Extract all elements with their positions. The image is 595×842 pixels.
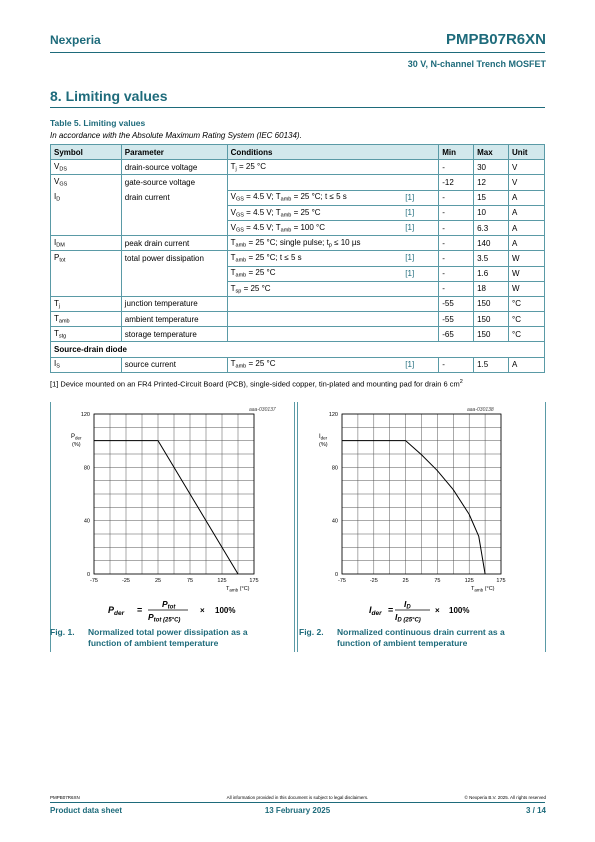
symbol-cell	[51, 205, 122, 220]
figure-code: aaa-030137	[249, 407, 276, 413]
x-axis-label: $T_{amb}$ (°C)	[226, 586, 250, 593]
symbol-cell: $T_{amb}$	[51, 312, 122, 327]
min-cell: -	[439, 266, 474, 281]
min-cell: -65	[439, 327, 474, 342]
footnote-ref[interactable]: [1]	[405, 268, 415, 278]
chart-grid	[342, 414, 501, 574]
chart-ticks	[81, 412, 259, 584]
symbol-cell: $P_{tot}$	[51, 251, 122, 266]
formula-multiply: ×	[435, 606, 440, 615]
max-cell: 12	[474, 175, 509, 190]
group-label: Source-drain diode	[51, 342, 545, 357]
col-unit: Unit	[509, 145, 545, 160]
max-cell: 1.5	[474, 357, 509, 372]
symbol-cell: $I_{DM}$	[51, 236, 122, 251]
conditions-cell: $V_{GS} = 4.5$ V; $T_{amb} = 25$ °C; t ≤ 5 s [1]	[227, 190, 439, 205]
table-row	[51, 327, 545, 342]
y-tick-label: 120	[80, 412, 90, 418]
table-note: In accordance with the Absolute Maximum Rating System (IEC 60134).	[50, 131, 302, 140]
conditions-cell: $T_{amb} = 25$ °C; single pulse; $t_p \le 10$ µs	[227, 236, 439, 251]
min-cell: -	[439, 236, 474, 251]
formula	[369, 599, 469, 624]
table-row	[51, 312, 545, 327]
table-row	[51, 251, 545, 266]
parameter-cell	[121, 266, 227, 281]
figure-number: Fig. 1.	[50, 627, 75, 637]
col-conditions: Conditions	[227, 145, 439, 160]
header-divider	[50, 52, 545, 53]
x-axis-label: $T_{amb}$ (°C)	[471, 586, 495, 593]
unit-cell: W	[509, 251, 545, 266]
x-tick-label: 125	[464, 578, 474, 584]
table-row	[51, 175, 545, 190]
min-cell: -55	[439, 296, 474, 311]
max-cell: 30	[474, 160, 509, 175]
min-cell: -55	[439, 312, 474, 327]
symbol-cell: $I_S$	[51, 357, 122, 372]
table-row	[51, 266, 545, 281]
x-tick-label: 75	[434, 578, 441, 584]
symbol-cell: $V_{DS}$	[51, 160, 122, 175]
company-name: Nexperia	[50, 33, 101, 47]
formula	[108, 599, 235, 624]
formula-denominator: ID (25°C)	[395, 612, 421, 624]
x-tick-label: 25	[154, 578, 162, 584]
formula-multiply: ×	[200, 606, 205, 615]
chart-ticks	[329, 412, 506, 584]
min-cell: -	[439, 190, 474, 205]
conditions-cell	[227, 175, 439, 190]
parameter-cell: total power dissipation	[121, 251, 227, 266]
symbol-cell: $V_{GS}$	[51, 175, 122, 190]
symbol-cell	[51, 220, 122, 235]
caption-line-2: function of ambient temperature	[337, 638, 468, 648]
x-tick-label: -25	[369, 578, 378, 584]
max-cell: 150	[474, 327, 509, 342]
unit-cell: A	[509, 236, 545, 251]
footnote-ref[interactable]: [1]	[405, 192, 415, 202]
footer-disclaimer: All information provided in this document is subject to legal disclaimers.	[226, 795, 369, 800]
limiting-values-table	[50, 144, 545, 373]
unit-cell: °C	[509, 296, 545, 311]
parameter-cell	[121, 220, 227, 235]
x-tick-label: -75	[338, 578, 346, 584]
table-row	[51, 190, 545, 205]
unit-cell: V	[509, 160, 545, 175]
min-cell: -	[439, 220, 474, 235]
formula-numerator: Ptot	[162, 599, 176, 611]
max-cell: 6.3	[474, 220, 509, 235]
unit-cell: W	[509, 281, 545, 296]
parameter-cell: ambient temperature	[121, 312, 227, 327]
unit-cell: A	[509, 220, 545, 235]
formula-denominator: Ptot (25°C)	[148, 612, 181, 624]
parameter-cell: drain-source voltage	[121, 160, 227, 175]
min-cell: -12	[439, 175, 474, 190]
footnote-ref[interactable]: [1]	[405, 207, 415, 217]
table-row	[51, 236, 545, 251]
unit-cell: A	[509, 205, 545, 220]
footer-doc-type: Product data sheet	[50, 806, 123, 815]
x-tick-label: -25	[122, 578, 130, 584]
footnote-ref[interactable]: [1]	[405, 359, 415, 369]
y-tick-label: 80	[331, 465, 338, 472]
symbol-cell: $T_j$	[51, 296, 122, 311]
caption-line-1: Normalized continuous drain current as a	[337, 627, 505, 637]
footnote-text: [1] Device mounted on an FR4 Printed-Circuit Board (PCB), single-sided copper, tin-plated and mounting pad for drain 6 cm	[50, 379, 460, 389]
symbol-cell	[51, 281, 122, 296]
conditions-cell: $T_{amb} = 25$ °C [1]	[227, 357, 439, 372]
max-cell: 18	[474, 281, 509, 296]
figure-number: Fig. 2.	[299, 627, 324, 637]
max-cell: 1.6	[474, 266, 509, 281]
max-cell: 15	[474, 190, 509, 205]
symbol-cell: $T_{stg}$	[51, 327, 122, 342]
part-number: PMPB07R6XN	[445, 31, 546, 48]
footer-copyright: © Nexperia B.V. 2025. All rights reserved	[464, 795, 546, 800]
min-cell: -	[439, 205, 474, 220]
table-row	[51, 281, 545, 296]
figure-1-chart	[50, 402, 295, 624]
x-tick-label: -75	[90, 578, 98, 584]
y-tick-label: 40	[331, 518, 338, 525]
symbol-cell: $I_D$	[51, 190, 122, 205]
min-cell: -	[439, 251, 474, 266]
y-axis-unit: (%)	[319, 442, 328, 448]
footnote-ref[interactable]: [1]	[405, 222, 415, 232]
y-axis-label: $P_{der}$	[71, 434, 82, 441]
y-tick-label: 80	[83, 465, 90, 472]
formula-equals: =	[137, 605, 143, 615]
conditions-cell	[227, 296, 439, 311]
chart-grid	[94, 414, 254, 574]
parameter-cell: source current	[121, 357, 227, 372]
parameter-cell: storage temperature	[121, 327, 227, 342]
col-symbol: Symbol	[51, 145, 122, 160]
conditions-cell: $T_{sp} = 25$ °C	[227, 281, 439, 296]
y-tick-label: 40	[83, 518, 90, 525]
max-cell: 140	[474, 236, 509, 251]
table-row	[51, 220, 545, 235]
formula-equals: =	[388, 605, 394, 615]
parameter-cell: junction temperature	[121, 296, 227, 311]
y-axis-label: $I_{der}$	[319, 434, 328, 441]
parameter-cell: drain current	[121, 190, 227, 205]
table-row	[51, 296, 545, 311]
figure-1-caption	[50, 627, 295, 651]
max-cell: 3.5	[474, 251, 509, 266]
unit-cell: V	[509, 175, 545, 190]
symbol-cell	[51, 266, 122, 281]
x-tick-label: 25	[402, 578, 409, 584]
formula-percent: 100%	[215, 606, 236, 615]
table-group-row	[51, 342, 545, 357]
footer-page-number: 3 / 14	[525, 806, 546, 815]
formula-lhs: $I_{der}$	[369, 605, 382, 617]
caption-line-2: function of ambient temperature	[88, 638, 219, 648]
parameter-cell: peak drain current	[121, 236, 227, 251]
table-row	[51, 160, 545, 175]
y-axis-unit: (%)	[72, 442, 81, 448]
table-row	[51, 357, 545, 372]
y-tick-label: 0	[86, 572, 90, 578]
col-max: Max	[474, 145, 509, 160]
unit-cell: W	[509, 266, 545, 281]
footnote-superscript: 2	[459, 379, 463, 385]
parameter-cell: gate-source voltage	[121, 175, 227, 190]
col-min: Min	[439, 145, 474, 160]
conditions-cell	[227, 327, 439, 342]
x-tick-label: 175	[496, 578, 506, 584]
formula-numerator: ID	[404, 599, 411, 611]
conditions-cell: $T_{amb} = 25$ °C; t ≤ 5 s [1]	[227, 251, 439, 266]
section-divider	[50, 107, 545, 108]
footer-doc-id: PMPB07R6XN	[50, 795, 80, 800]
table-caption: Table 5. Limiting values	[50, 118, 146, 128]
conditions-cell: $V_{GS} = 4.5$ V; $T_{amb} = 100$ °C [1]	[227, 220, 439, 235]
unit-cell: A	[509, 190, 545, 205]
y-tick-label: 0	[334, 572, 338, 578]
y-tick-label: 120	[328, 412, 338, 418]
min-cell: -	[439, 160, 474, 175]
figure-code: aaa-030138	[467, 407, 494, 413]
formula-percent: 100%	[449, 606, 470, 615]
formula-lhs: $P_{der}$	[108, 605, 125, 617]
table-row	[51, 205, 545, 220]
unit-cell: °C	[509, 327, 545, 342]
parameter-cell	[121, 281, 227, 296]
col-parameter: Parameter	[121, 145, 227, 160]
conditions-cell	[227, 312, 439, 327]
footer-date: 13 February 2025	[264, 806, 331, 815]
table-header-row	[51, 145, 545, 160]
table-footnote	[50, 379, 463, 389]
section-title: 8. Limiting values	[50, 88, 168, 104]
conditions-cell: $T_j = 25$ °C	[227, 160, 439, 175]
conditions-cell: $V_{GS} = 4.5$ V; $T_{amb} = 25$ °C [1]	[227, 205, 439, 220]
max-cell: 10	[474, 205, 509, 220]
max-cell: 150	[474, 296, 509, 311]
footer-divider	[50, 802, 545, 803]
x-tick-label: 75	[186, 578, 194, 584]
conditions-cell: $T_{amb} = 25$ °C [1]	[227, 266, 439, 281]
min-cell: -	[439, 357, 474, 372]
unit-cell: A	[509, 357, 545, 372]
footnote-ref[interactable]: [1]	[405, 253, 415, 263]
figure-2-chart	[297, 402, 546, 624]
part-subtitle: 30 V, N-channel Trench MOSFET	[407, 59, 546, 69]
max-cell: 150	[474, 312, 509, 327]
caption-line-1: Normalized total power dissipation as a	[88, 627, 248, 637]
min-cell: -	[439, 281, 474, 296]
x-tick-label: 175	[249, 578, 259, 584]
x-tick-label: 125	[217, 578, 227, 584]
unit-cell: °C	[509, 312, 545, 327]
parameter-cell	[121, 205, 227, 220]
figure-2-caption	[299, 627, 544, 651]
